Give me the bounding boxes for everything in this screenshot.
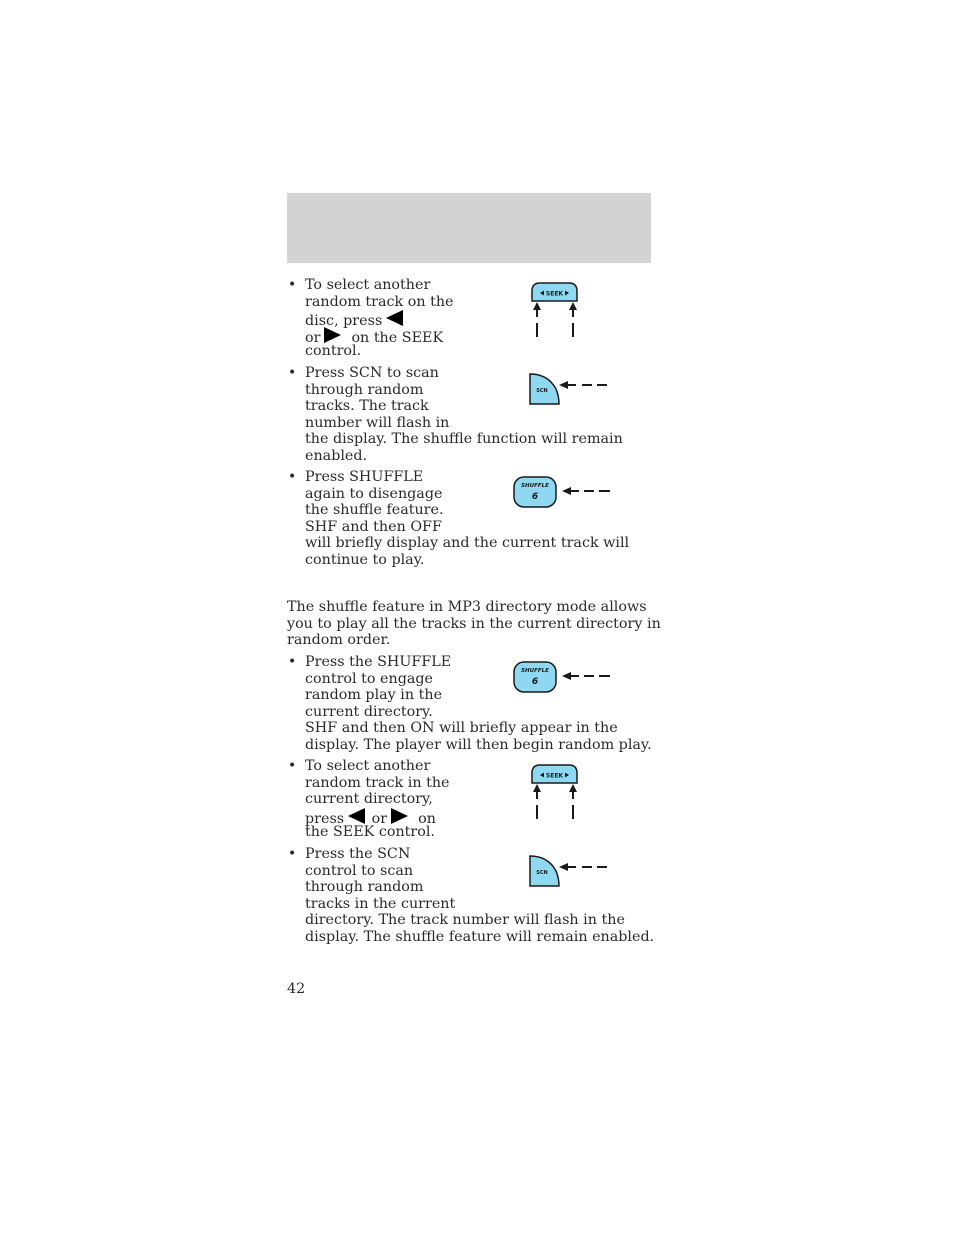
seek-right-arrow-icon bbox=[391, 808, 408, 824]
shuffle-number: 6 bbox=[531, 677, 539, 687]
arrow-left-icon bbox=[559, 381, 568, 389]
bullet1-line2: random track on the bbox=[305, 293, 454, 310]
intro-line1: The shuffle feature in MP3 directory mode allows bbox=[287, 599, 647, 615]
intro-line2: you to play all the tracks in the current directory in bbox=[287, 615, 661, 632]
bullet5-line5: the SEEK control. bbox=[305, 824, 435, 840]
bullet6-line5: directory. The track number will flash in the bbox=[305, 912, 625, 928]
seek-label: SEEK bbox=[545, 290, 564, 298]
page-number: 42 bbox=[287, 981, 306, 997]
bullet6-line4: tracks in the current bbox=[305, 895, 456, 912]
arrow-up-icon bbox=[533, 784, 541, 792]
seek-label: SEEK bbox=[545, 772, 564, 780]
bullet3-line3: the shuffle feature. bbox=[305, 502, 444, 518]
bullet4-line1: Press the SHUFFLE bbox=[305, 654, 452, 670]
arrow-up-icon bbox=[569, 302, 577, 310]
shuffle-label: SHUFFLE bbox=[521, 483, 549, 489]
bullet3-line2: again to disengage bbox=[305, 485, 443, 502]
bullet4-line5: SHF and then ON will briefly appear in the bbox=[305, 720, 618, 736]
bullet6-line3: through random bbox=[305, 879, 424, 895]
bullet3-line6: continue to play. bbox=[305, 551, 425, 568]
arrow-left-icon bbox=[562, 672, 571, 680]
arrow-left-icon bbox=[559, 863, 568, 871]
bullet4-line3: random play in the bbox=[305, 687, 443, 703]
arrow-left-icon bbox=[562, 487, 571, 495]
bullet-marker: • bbox=[288, 469, 297, 485]
bullet5-line3: current directory, bbox=[305, 791, 433, 807]
section-header-bar bbox=[287, 193, 651, 263]
bullet5-line2: random track in the bbox=[305, 774, 450, 791]
shuffle-control-figure bbox=[510, 474, 614, 510]
bullet1-line4: or on the SEEK bbox=[305, 327, 443, 347]
seek-right-arrow-icon bbox=[324, 327, 341, 343]
arrow-up-icon bbox=[533, 302, 541, 310]
bullet-marker: • bbox=[288, 365, 297, 381]
arrow-up-icon bbox=[569, 784, 577, 792]
scn-control-figure bbox=[526, 853, 610, 889]
seek-left-arrow-icon bbox=[386, 310, 403, 326]
bullet6-line1: Press the SCN bbox=[305, 846, 411, 862]
seek-left-arrow-icon bbox=[348, 808, 365, 824]
scn-label: SCN bbox=[536, 388, 548, 394]
bullet3-line5: will briefly display and the current track will bbox=[305, 535, 630, 551]
scn-label: SCN bbox=[536, 870, 548, 876]
bullet5-line1: To select another bbox=[305, 758, 431, 774]
bullet-marker: • bbox=[288, 277, 297, 293]
bullet3-line4: SHF and then OFF bbox=[305, 518, 442, 535]
shuffle-label: SHUFFLE bbox=[521, 668, 549, 674]
scn-control-figure bbox=[526, 371, 610, 407]
bullet5-line4: press or on bbox=[305, 808, 436, 828]
bullet6-line2: control to scan bbox=[305, 862, 414, 879]
bullet2-line1: Press SCN to scan bbox=[305, 365, 439, 381]
seek-control-figure bbox=[524, 761, 586, 823]
bullet1-line3: disc, press bbox=[305, 310, 405, 330]
bullet-marker: • bbox=[288, 654, 297, 670]
intro-line3: random order. bbox=[287, 632, 391, 648]
bullet2-line4: number will flash in bbox=[305, 414, 450, 431]
bullet3-line1: Press SHUFFLE bbox=[305, 469, 424, 485]
bullet2-line6: enabled. bbox=[305, 447, 368, 464]
bullet-marker: • bbox=[288, 846, 297, 862]
shuffle-control-figure bbox=[510, 659, 614, 695]
bullet4-line2: control to engage bbox=[305, 670, 433, 687]
bullet-marker: • bbox=[288, 758, 297, 774]
shuffle-number: 6 bbox=[531, 492, 539, 502]
bullet2-line2: through random bbox=[305, 381, 424, 398]
bullet4-line6: display. The player will then begin random play. bbox=[305, 736, 652, 753]
bullet1-line1: To select another bbox=[305, 277, 431, 293]
bullet6-line6: display. The shuffle feature will remain enabled. bbox=[305, 928, 655, 945]
bullet4-line4: current directory. bbox=[305, 703, 433, 720]
seek-control-figure bbox=[524, 279, 586, 341]
bullet2-line3: tracks. The track bbox=[305, 398, 429, 414]
bullet1-line5: control. bbox=[305, 343, 362, 359]
bullet2-line5: the display. The shuffle function will remain bbox=[305, 431, 623, 447]
